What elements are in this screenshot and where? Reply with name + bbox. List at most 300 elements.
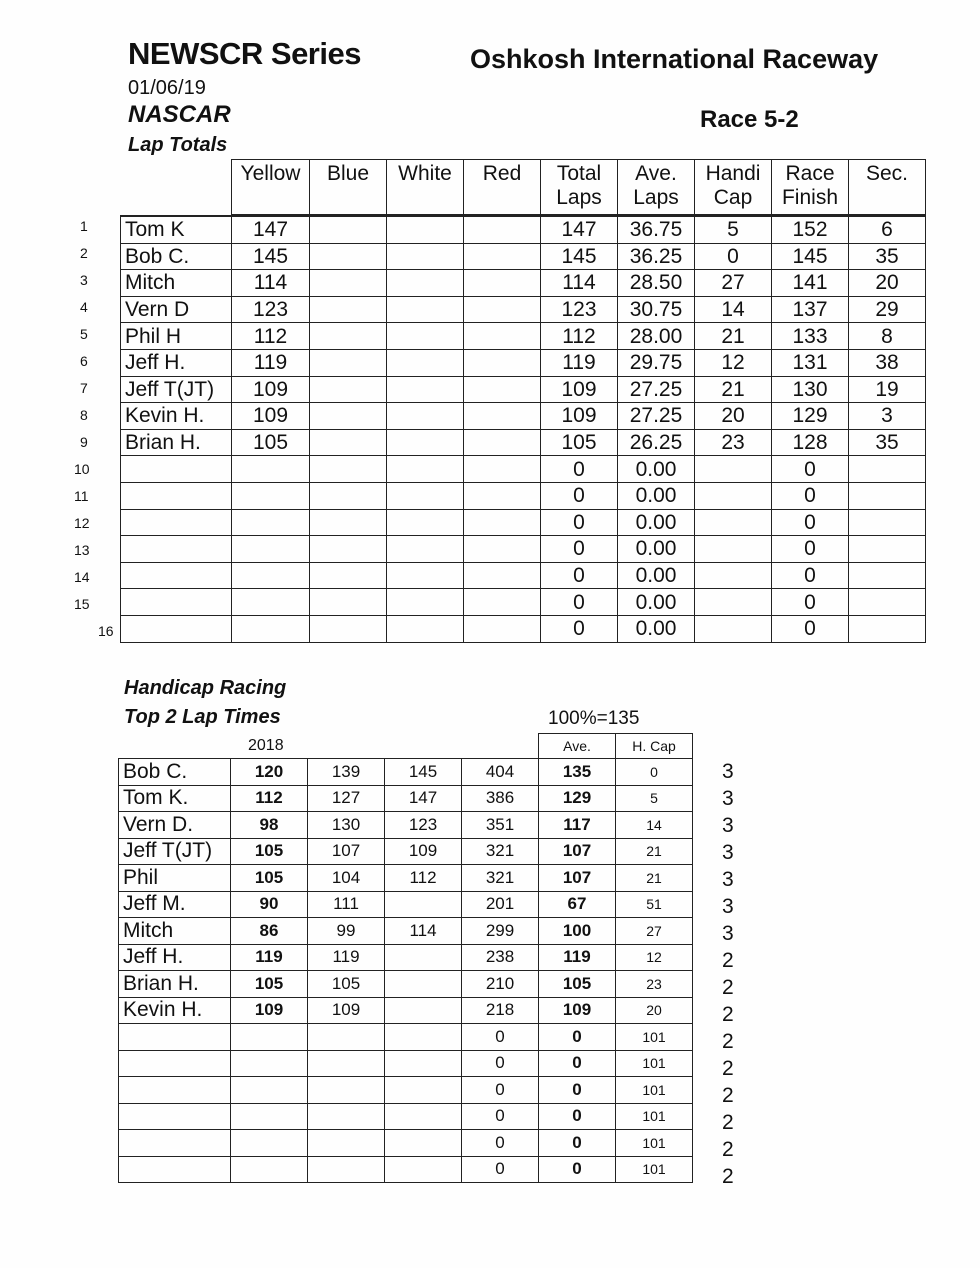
row-number: 4 xyxy=(80,299,88,315)
cell-white xyxy=(387,615,464,642)
lap-totals-heading: Lap Totals xyxy=(128,134,228,156)
cell-lap1 xyxy=(308,1024,385,1051)
cell-yellow xyxy=(232,589,310,616)
lap-header-8 xyxy=(849,160,926,216)
row-number: 10 xyxy=(74,461,90,477)
cell-blue xyxy=(310,509,387,536)
cell-ave: 117 xyxy=(539,812,616,839)
cell-sum: 299 xyxy=(462,918,539,945)
table-row xyxy=(119,812,693,839)
cell-hcap: 12 xyxy=(616,944,693,971)
cell-red xyxy=(464,270,541,297)
table-row xyxy=(121,509,926,536)
cell-yellow xyxy=(232,536,310,563)
cell-name xyxy=(121,536,232,563)
table-row xyxy=(121,562,926,589)
cell-ave: 0.00 xyxy=(618,456,695,483)
cell-hc: 12 xyxy=(695,349,772,376)
table-row xyxy=(119,1156,693,1183)
race-count: 3 xyxy=(722,814,734,837)
header-ave: Ave. xyxy=(539,734,616,759)
cell-hcap: 21 xyxy=(616,865,693,892)
cell-total: 112 xyxy=(541,323,618,350)
series-title: NEWSCR Series xyxy=(128,36,361,71)
table-row xyxy=(119,1024,693,1051)
row-number: 14 xyxy=(74,569,90,585)
cell-yellow xyxy=(232,509,310,536)
cell-name: Jeff T(JT) xyxy=(119,838,231,865)
cell-red xyxy=(464,296,541,323)
cell-white xyxy=(387,296,464,323)
cell-lap1: 107 xyxy=(308,838,385,865)
cell-name: Bob C. xyxy=(119,759,231,786)
cell-finish: 0 xyxy=(772,509,849,536)
cell-hc xyxy=(695,562,772,589)
cell-lap2: 109 xyxy=(385,838,462,865)
table-row xyxy=(119,1130,693,1157)
cell-yellow xyxy=(232,482,310,509)
cell-total: 0 xyxy=(541,589,618,616)
year-label: 2018 xyxy=(248,737,284,754)
cell-ave: 109 xyxy=(539,997,616,1024)
cell-y2018: 119 xyxy=(231,944,308,971)
cell-sum: 0 xyxy=(462,1077,539,1104)
cell-lap1: 99 xyxy=(308,918,385,945)
race-count: 3 xyxy=(722,868,734,891)
table-row xyxy=(121,456,926,483)
table-row xyxy=(121,403,926,430)
race-count: 2 xyxy=(722,1003,734,1026)
cell-ave: 0.00 xyxy=(618,615,695,642)
cell-blue xyxy=(310,296,387,323)
cell-sec: 19 xyxy=(849,376,926,403)
lap-header-text: Finish xyxy=(781,186,839,209)
cell-lap1 xyxy=(308,1103,385,1130)
cell-yellow: 114 xyxy=(232,270,310,297)
cell-total: 147 xyxy=(541,216,618,244)
race-count: 3 xyxy=(722,787,734,810)
header-blank xyxy=(462,734,539,759)
cell-name: Tom K xyxy=(121,216,232,244)
cell-finish: 0 xyxy=(772,589,849,616)
cell-sum: 201 xyxy=(462,891,539,918)
cell-sec: 38 xyxy=(849,349,926,376)
cell-ave: 36.75 xyxy=(618,216,695,244)
race-count: 2 xyxy=(722,1165,734,1188)
cell-ave: 119 xyxy=(539,944,616,971)
cell-y2018: 109 xyxy=(231,997,308,1024)
table-row xyxy=(119,997,693,1024)
cell-lap1 xyxy=(308,1130,385,1157)
cell-ave: 30.75 xyxy=(618,296,695,323)
row-number: 12 xyxy=(74,515,90,531)
cell-lap1 xyxy=(308,1050,385,1077)
table-row xyxy=(119,1103,693,1130)
cell-yellow xyxy=(232,615,310,642)
cell-blue xyxy=(310,403,387,430)
cell-white xyxy=(387,482,464,509)
cell-sec: 35 xyxy=(849,429,926,456)
row-number: 3 xyxy=(80,272,88,288)
cell-name: Jeff T(JT) xyxy=(121,376,232,403)
cell-blue xyxy=(310,216,387,244)
lap-header-text: White xyxy=(398,162,452,185)
cell-name: Kevin H. xyxy=(121,403,232,430)
cell-total: 119 xyxy=(541,349,618,376)
cell-hc xyxy=(695,536,772,563)
cell-red xyxy=(464,615,541,642)
cell-y2018 xyxy=(231,1077,308,1104)
cell-blue xyxy=(310,429,387,456)
cell-hc xyxy=(695,509,772,536)
cell-y2018 xyxy=(231,1156,308,1183)
cell-name: Kevin H. xyxy=(119,997,231,1024)
cell-hc: 23 xyxy=(695,429,772,456)
cell-y2018: 105 xyxy=(231,865,308,892)
cell-sum: 0 xyxy=(462,1103,539,1130)
percent-label: 100%=135 xyxy=(548,708,640,729)
cell-lap1: 127 xyxy=(308,785,385,812)
lap-header-6 xyxy=(695,160,772,216)
cell-lap2 xyxy=(385,1103,462,1130)
race-count: 2 xyxy=(722,1030,734,1053)
cell-blue xyxy=(310,562,387,589)
cell-hc: 21 xyxy=(695,376,772,403)
cell-blue xyxy=(310,482,387,509)
cell-white xyxy=(387,243,464,270)
cell-finish: 131 xyxy=(772,349,849,376)
cell-lap2 xyxy=(385,891,462,918)
cell-y2018: 98 xyxy=(231,812,308,839)
cell-white xyxy=(387,376,464,403)
cell-blue xyxy=(310,323,387,350)
cell-lap1 xyxy=(308,1156,385,1183)
lap-header-text: Yellow xyxy=(240,162,301,185)
cell-hc xyxy=(695,456,772,483)
cell-hc: 21 xyxy=(695,323,772,350)
table-row xyxy=(121,296,926,323)
cell-name: Mitch xyxy=(119,918,231,945)
cell-sum: 351 xyxy=(462,812,539,839)
lap-header-4 xyxy=(541,160,618,216)
cell-sum: 0 xyxy=(462,1130,539,1157)
cell-sum: 238 xyxy=(462,944,539,971)
cell-red xyxy=(464,509,541,536)
cell-hcap: 101 xyxy=(616,1024,693,1051)
lap-header-2 xyxy=(387,160,464,216)
cell-red xyxy=(464,376,541,403)
table-row xyxy=(121,589,926,616)
cell-ave: 0 xyxy=(539,1130,616,1157)
cell-ave: 29.75 xyxy=(618,349,695,376)
cell-red xyxy=(464,403,541,430)
cell-blue xyxy=(310,376,387,403)
cell-lap1: 104 xyxy=(308,865,385,892)
cell-lap2: 147 xyxy=(385,785,462,812)
table-row xyxy=(119,971,693,998)
cell-y2018: 105 xyxy=(231,971,308,998)
cell-hcap: 5 xyxy=(616,785,693,812)
cell-lap2 xyxy=(385,1024,462,1051)
cell-lap2 xyxy=(385,997,462,1024)
cell-lap2 xyxy=(385,1130,462,1157)
race-count: 2 xyxy=(722,976,734,999)
handicap-header-row xyxy=(119,734,693,759)
cell-hc: 20 xyxy=(695,403,772,430)
lap-header-text: Laps xyxy=(556,186,602,209)
cell-sec xyxy=(849,589,926,616)
cell-sum: 0 xyxy=(462,1024,539,1051)
cell-lap1: 139 xyxy=(308,759,385,786)
lap-header-text: Laps xyxy=(633,186,679,209)
lap-header-1 xyxy=(310,160,387,216)
cell-white xyxy=(387,403,464,430)
cell-name: Bob C. xyxy=(121,243,232,270)
cell-ave: 0.00 xyxy=(618,482,695,509)
cell-blue xyxy=(310,615,387,642)
cell-sum: 218 xyxy=(462,997,539,1024)
table-row xyxy=(119,1050,693,1077)
cell-hcap: 101 xyxy=(616,1130,693,1157)
row-number: 6 xyxy=(80,353,88,369)
lap-totals-table xyxy=(120,159,926,643)
cell-hcap: 27 xyxy=(616,918,693,945)
race-count: 2 xyxy=(722,1084,734,1107)
cell-total: 145 xyxy=(541,243,618,270)
cell-lap1: 119 xyxy=(308,944,385,971)
cell-hcap: 14 xyxy=(616,812,693,839)
cell-name: Brian H. xyxy=(121,429,232,456)
cell-ave: 67 xyxy=(539,891,616,918)
cell-y2018 xyxy=(231,1024,308,1051)
cell-name: Jeff H. xyxy=(121,349,232,376)
row-number: 8 xyxy=(80,407,88,423)
lap-header-text: Red xyxy=(482,162,522,185)
race-class: NASCAR xyxy=(128,101,231,128)
cell-name xyxy=(119,1156,231,1183)
cell-hcap: 0 xyxy=(616,759,693,786)
table-row xyxy=(119,918,693,945)
cell-finish: 133 xyxy=(772,323,849,350)
cell-yellow: 112 xyxy=(232,323,310,350)
cell-total: 123 xyxy=(541,296,618,323)
lap-header-text: Sec. xyxy=(865,162,909,185)
cell-red xyxy=(464,349,541,376)
cell-ave: 135 xyxy=(539,759,616,786)
lap-header-0 xyxy=(232,160,310,216)
cell-name: Phil H xyxy=(121,323,232,350)
cell-red xyxy=(464,562,541,589)
cell-ave: 0.00 xyxy=(618,562,695,589)
cell-yellow: 147 xyxy=(232,216,310,244)
cell-sum: 386 xyxy=(462,785,539,812)
cell-white xyxy=(387,562,464,589)
cell-sec: 6 xyxy=(849,216,926,244)
cell-total: 0 xyxy=(541,562,618,589)
cell-ave: 28.50 xyxy=(618,270,695,297)
cell-blue xyxy=(310,456,387,483)
cell-sum: 210 xyxy=(462,971,539,998)
cell-finish: 128 xyxy=(772,429,849,456)
cell-name: Vern D xyxy=(121,296,232,323)
table-row xyxy=(119,865,693,892)
row-number: 15 xyxy=(74,596,90,612)
table-row xyxy=(121,482,926,509)
header-blank xyxy=(308,734,385,759)
row-number: 16 xyxy=(98,623,114,639)
cell-yellow xyxy=(232,562,310,589)
header-blank xyxy=(121,160,232,216)
cell-name: Vern D. xyxy=(119,812,231,839)
cell-ave: 105 xyxy=(539,971,616,998)
cell-name: Mitch xyxy=(121,270,232,297)
lap-header-text: Handi xyxy=(705,162,761,185)
cell-ave: 0 xyxy=(539,1103,616,1130)
cell-total: 0 xyxy=(541,509,618,536)
cell-ave: 107 xyxy=(539,838,616,865)
cell-sec xyxy=(849,456,926,483)
cell-lap2 xyxy=(385,1050,462,1077)
cell-sec xyxy=(849,615,926,642)
cell-hc: 14 xyxy=(695,296,772,323)
cell-ave: 0 xyxy=(539,1077,616,1104)
cell-lap1: 109 xyxy=(308,997,385,1024)
race-date: 01/06/19 xyxy=(128,77,206,99)
cell-hc xyxy=(695,615,772,642)
row-number: 9 xyxy=(80,434,88,450)
cell-red xyxy=(464,429,541,456)
table-row xyxy=(119,838,693,865)
cell-name xyxy=(121,589,232,616)
cell-name xyxy=(119,1077,231,1104)
cell-sum: 404 xyxy=(462,759,539,786)
cell-sec xyxy=(849,509,926,536)
cell-finish: 152 xyxy=(772,216,849,244)
cell-lap2: 112 xyxy=(385,865,462,892)
cell-finish: 141 xyxy=(772,270,849,297)
cell-lap1: 105 xyxy=(308,971,385,998)
cell-ave: 36.25 xyxy=(618,243,695,270)
cell-total: 0 xyxy=(541,456,618,483)
lap-header-text: Ave. xyxy=(635,162,677,185)
cell-y2018 xyxy=(231,1130,308,1157)
header-blank xyxy=(119,734,231,759)
cell-hc: 27 xyxy=(695,270,772,297)
top-lap-times-heading: Top 2 Lap Times xyxy=(124,706,281,728)
cell-name xyxy=(121,615,232,642)
row-number: 2 xyxy=(80,245,88,261)
race-count: 3 xyxy=(722,760,734,783)
cell-hcap: 101 xyxy=(616,1050,693,1077)
cell-white xyxy=(387,216,464,244)
cell-ave: 0 xyxy=(539,1156,616,1183)
cell-finish: 0 xyxy=(772,562,849,589)
race-count: 2 xyxy=(722,949,734,972)
race-count: 3 xyxy=(722,922,734,945)
cell-name xyxy=(121,509,232,536)
table-row xyxy=(121,376,926,403)
cell-hcap: 51 xyxy=(616,891,693,918)
cell-ave: 129 xyxy=(539,785,616,812)
cell-ave: 28.00 xyxy=(618,323,695,350)
table-row xyxy=(121,429,926,456)
cell-sec: 3 xyxy=(849,403,926,430)
row-number: 1 xyxy=(80,218,88,234)
table-row xyxy=(121,349,926,376)
cell-yellow: 123 xyxy=(232,296,310,323)
cell-lap1: 130 xyxy=(308,812,385,839)
cell-finish: 0 xyxy=(772,482,849,509)
lap-header-text: Cap xyxy=(713,186,753,209)
cell-ave: 27.25 xyxy=(618,403,695,430)
cell-name: Jeff H. xyxy=(119,944,231,971)
cell-ave: 26.25 xyxy=(618,429,695,456)
handicap-table xyxy=(118,733,693,1183)
cell-hcap: 20 xyxy=(616,997,693,1024)
cell-red xyxy=(464,216,541,244)
row-number: 13 xyxy=(74,542,90,558)
cell-name xyxy=(121,482,232,509)
cell-finish: 137 xyxy=(772,296,849,323)
table-row xyxy=(119,1077,693,1104)
cell-blue xyxy=(310,536,387,563)
row-number: 11 xyxy=(74,488,89,504)
cell-sum: 0 xyxy=(462,1156,539,1183)
cell-hcap: 101 xyxy=(616,1077,693,1104)
cell-name xyxy=(119,1024,231,1051)
cell-yellow: 109 xyxy=(232,403,310,430)
cell-white xyxy=(387,536,464,563)
cell-total: 105 xyxy=(541,429,618,456)
cell-blue xyxy=(310,589,387,616)
cell-y2018 xyxy=(231,1103,308,1130)
race-count: 2 xyxy=(722,1111,734,1134)
cell-ave: 27.25 xyxy=(618,376,695,403)
cell-ave: 0.00 xyxy=(618,589,695,616)
cell-lap2 xyxy=(385,971,462,998)
race-number: Race 5-2 xyxy=(700,106,799,133)
cell-white xyxy=(387,456,464,483)
cell-lap2: 123 xyxy=(385,812,462,839)
header-blank xyxy=(385,734,462,759)
race-count: 2 xyxy=(722,1138,734,1161)
cell-lap2 xyxy=(385,944,462,971)
cell-name: Tom K. xyxy=(119,785,231,812)
table-row xyxy=(121,270,926,297)
cell-blue xyxy=(310,270,387,297)
table-row xyxy=(119,944,693,971)
cell-yellow: 119 xyxy=(232,349,310,376)
lap-totals-header-row xyxy=(121,160,926,216)
table-row xyxy=(121,216,926,244)
cell-sum: 321 xyxy=(462,838,539,865)
cell-white xyxy=(387,589,464,616)
cell-lap2: 114 xyxy=(385,918,462,945)
cell-name: Brian H. xyxy=(119,971,231,998)
row-number: 5 xyxy=(80,326,88,342)
lap-header-text: Blue xyxy=(326,162,370,185)
table-row xyxy=(121,323,926,350)
cell-red xyxy=(464,589,541,616)
table-row xyxy=(121,615,926,642)
cell-sum: 321 xyxy=(462,865,539,892)
cell-lap2 xyxy=(385,1156,462,1183)
cell-sec: 29 xyxy=(849,296,926,323)
table-row xyxy=(119,785,693,812)
table-row xyxy=(121,243,926,270)
cell-finish: 0 xyxy=(772,456,849,483)
cell-ave: 0.00 xyxy=(618,536,695,563)
